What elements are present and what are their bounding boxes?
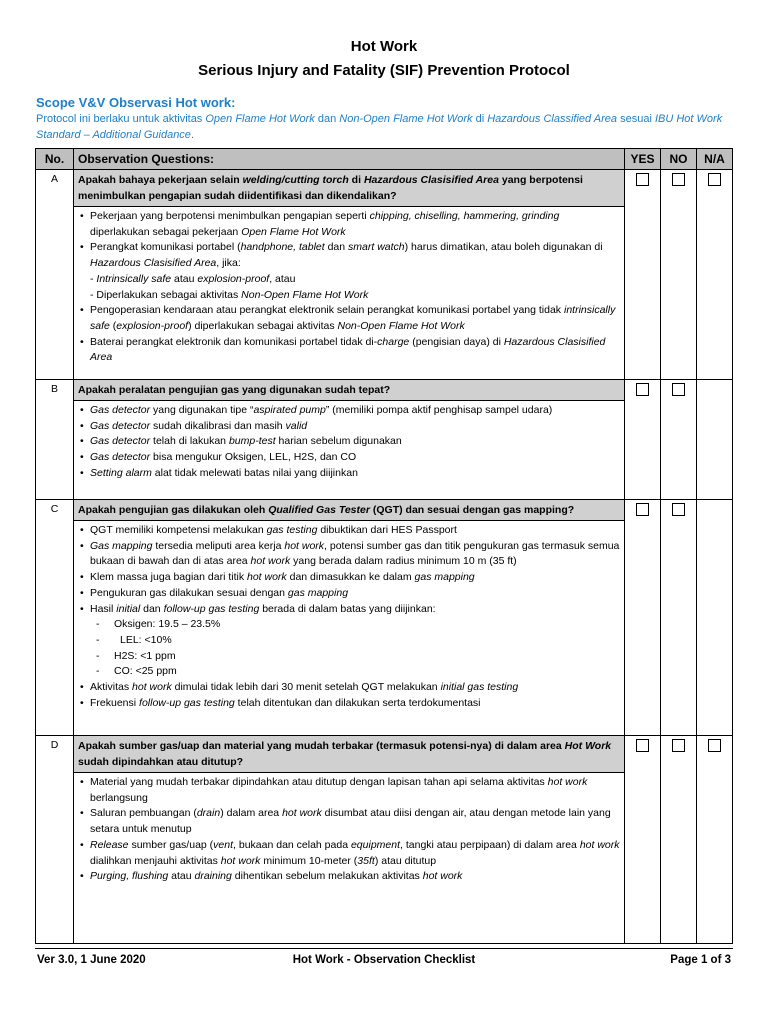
list-item: • Gas mapping tersedia meliputi area kerja hot work, potensi sumber gas dan titik pengukuran gas termasuk semua bukaan di bawah dan di atas area hot work yang berada dalam radius minimum 10 m (35 ft) (78, 539, 620, 570)
list-item: • Pengoperasian kendaraan atau perangkat elektronik selain perangkat komunikasi portabel yang tidak intrinsically safe (explosion-proof) diperlakukan sebagai aktivitas Non-Open Flame Hot Work (78, 303, 620, 334)
question-text: Apakah peralatan pengujian gas yang digunakan sudah tepat? (74, 380, 625, 401)
list-item: • Gas detector yang digunakan tipe “aspirated pump” (memiliki pompa aktif penghisap sampel udara) (78, 403, 620, 419)
footer-divider (35, 948, 733, 949)
list-item: - H2S: <1 ppm (78, 649, 620, 665)
list-item: • Hasil initial dan follow-up gas testing berada di dalam batas yang diijinkan: (78, 602, 620, 618)
details-cell (74, 207, 625, 380)
list-item: • Klem massa juga bagian dari titik hot work dan dimasukkan ke dalam gas mapping (78, 570, 620, 586)
list-item: • Gas detector sudah dikalibrasi dan masih valid (78, 419, 620, 435)
header-na: N/A (697, 149, 733, 170)
document-subtitle: Serious Injury and Fatality (SIF) Prevention Protocol (198, 62, 570, 79)
details-cell (74, 401, 625, 500)
list-item: • Aktivitas hot work dimulai tidak lebih dari 30 menit setelah QGT melakukan initial gas testing (78, 680, 620, 696)
footer-version: Ver 3.0, 1 June 2020 (37, 954, 146, 966)
yes-checkbox[interactable] (636, 739, 649, 752)
list-item: • Baterai perangkat elektronik dan komunikasi portabel tidak di-charge (pengisian daya) di Hazardous Clasisified Area (78, 335, 620, 366)
list-item: • Gas detector telah di lakukan bump-test harian sebelum digunakan (78, 434, 620, 450)
na-cell (697, 736, 733, 944)
yes-cell (625, 500, 661, 736)
no-checkbox[interactable] (672, 383, 685, 396)
list-item: • QGT memiliki kompetensi melakukan gas testing dibuktikan dari HES Passport (78, 523, 620, 539)
question-row (36, 736, 733, 773)
row-number: C (36, 500, 74, 736)
scope-description: Protocol ini berlaku untuk aktivitas Open Flame Hot Work dan Non-Open Flame Hot Work di Hazardous Classified Area sesuai IBU Hot Work Standard – Additional Guidance. (36, 113, 723, 141)
question-row (36, 380, 733, 401)
no-checkbox[interactable] (672, 739, 685, 752)
footer-doc-name: Hot Work - Observation Checklist (292, 954, 476, 966)
list-item: • Material yang mudah terbakar dipindahkan atau ditutup dengan lapisan tahan api selama aktivitas hot work berlangsung (78, 775, 620, 806)
details-cell (74, 773, 625, 944)
no-cell (661, 170, 697, 380)
question-row (36, 170, 733, 207)
list-item: • Pekerjaan yang berpotensi menimbulkan pengapian seperti chipping, chiselling, hammering, grinding diperlakukan sebagai pekerjaan Open Flame Hot Work (78, 209, 620, 240)
list-item: - LEL: <10% (78, 633, 620, 649)
list-item: • Saluran pembuangan (drain) dalam area hot work disumbat atau diisi dengan air, atau dengan metode lain yang setara untuk menutup (78, 806, 620, 837)
question-text: Apakah pengujian gas dilakukan oleh Qualified Gas Tester (QGT) dan sesuai dengan gas mapping? (74, 500, 625, 521)
header-no: No. (36, 149, 74, 170)
na-cell (697, 500, 733, 736)
header-yes: YES (625, 149, 661, 170)
header-question: Observation Questions: (74, 149, 625, 170)
list-item: • Pengukuran gas dilakukan sesuai dengan gas mapping (78, 586, 620, 602)
question-text: Apakah bahaya pekerjaan selain welding/cutting torch di Hazardous Clasisified Area yang berpotensi menimbulkan pengapian sudah diidentifikasi dan dikendalikan? (74, 170, 625, 207)
na-checkbox[interactable] (708, 739, 721, 752)
no-checkbox[interactable] (672, 503, 685, 516)
no-cell (661, 380, 697, 500)
no-cell (661, 736, 697, 944)
yes-checkbox[interactable] (636, 173, 649, 186)
question-text: Apakah sumber gas/uap dan material yang mudah terbakar (termasuk potensi-nya) di dalam area Hot Work sudah dipindahkan atau ditutup? (74, 736, 625, 773)
scope-heading: Scope V&V Observasi Hot work: (36, 95, 236, 110)
details-cell (74, 521, 625, 736)
list-item: • Purging, flushing atau draining dihentikan sebelum melakukan aktivitas hot work (78, 869, 620, 885)
header-no-col: NO (661, 149, 697, 170)
table-header-row (36, 149, 733, 170)
observation-table (35, 148, 733, 944)
list-item: • Perangkat komunikasi portabel (handphone, tablet dan smart watch) harus dimatikan, atau boleh digunakan di Hazardous Clasisified Area, jika: (78, 240, 620, 271)
row-number: B (36, 380, 74, 500)
list-item: • Gas detector bisa mengukur Oksigen, LEL, H2S, dan CO (78, 450, 620, 466)
list-item: - Oksigen: 19.5 – 23.5% (78, 617, 620, 633)
row-number: A (36, 170, 74, 380)
list-item: • Frekuensi follow-up gas testing telah ditentukan dan dilakukan serta terdokumentasi (78, 696, 620, 712)
footer-page-number: Page 1 of 3 (670, 954, 731, 966)
row-number: D (36, 736, 74, 944)
no-cell (661, 500, 697, 736)
no-checkbox[interactable] (672, 173, 685, 186)
yes-checkbox[interactable] (636, 503, 649, 516)
yes-cell (625, 736, 661, 944)
yes-cell (625, 380, 661, 500)
list-item: - Diperlakukan sebagai aktivitas Non-Open Flame Hot Work (90, 288, 369, 301)
yes-cell (625, 170, 661, 380)
na-cell (697, 170, 733, 380)
list-item: - Intrinsically safe atau explosion-proof, atau (90, 272, 296, 285)
yes-checkbox[interactable] (636, 383, 649, 396)
list-item: - CO: <25 ppm (78, 664, 620, 680)
na-checkbox[interactable] (708, 173, 721, 186)
list-item: • Release sumber gas/uap (vent, bukaan dan celah pada equipment, tangki atau perpipaan) di dalam area hot work dialihkan menjauhi aktivitas hot work minimum 10-meter (35ft) atau ditutup (78, 838, 620, 869)
document-title: Hot Work (350, 38, 418, 55)
list-item: • Setting alarm alat tidak melewati batas nilai yang diijinkan (78, 466, 620, 482)
question-row (36, 500, 733, 521)
na-cell (697, 380, 733, 500)
